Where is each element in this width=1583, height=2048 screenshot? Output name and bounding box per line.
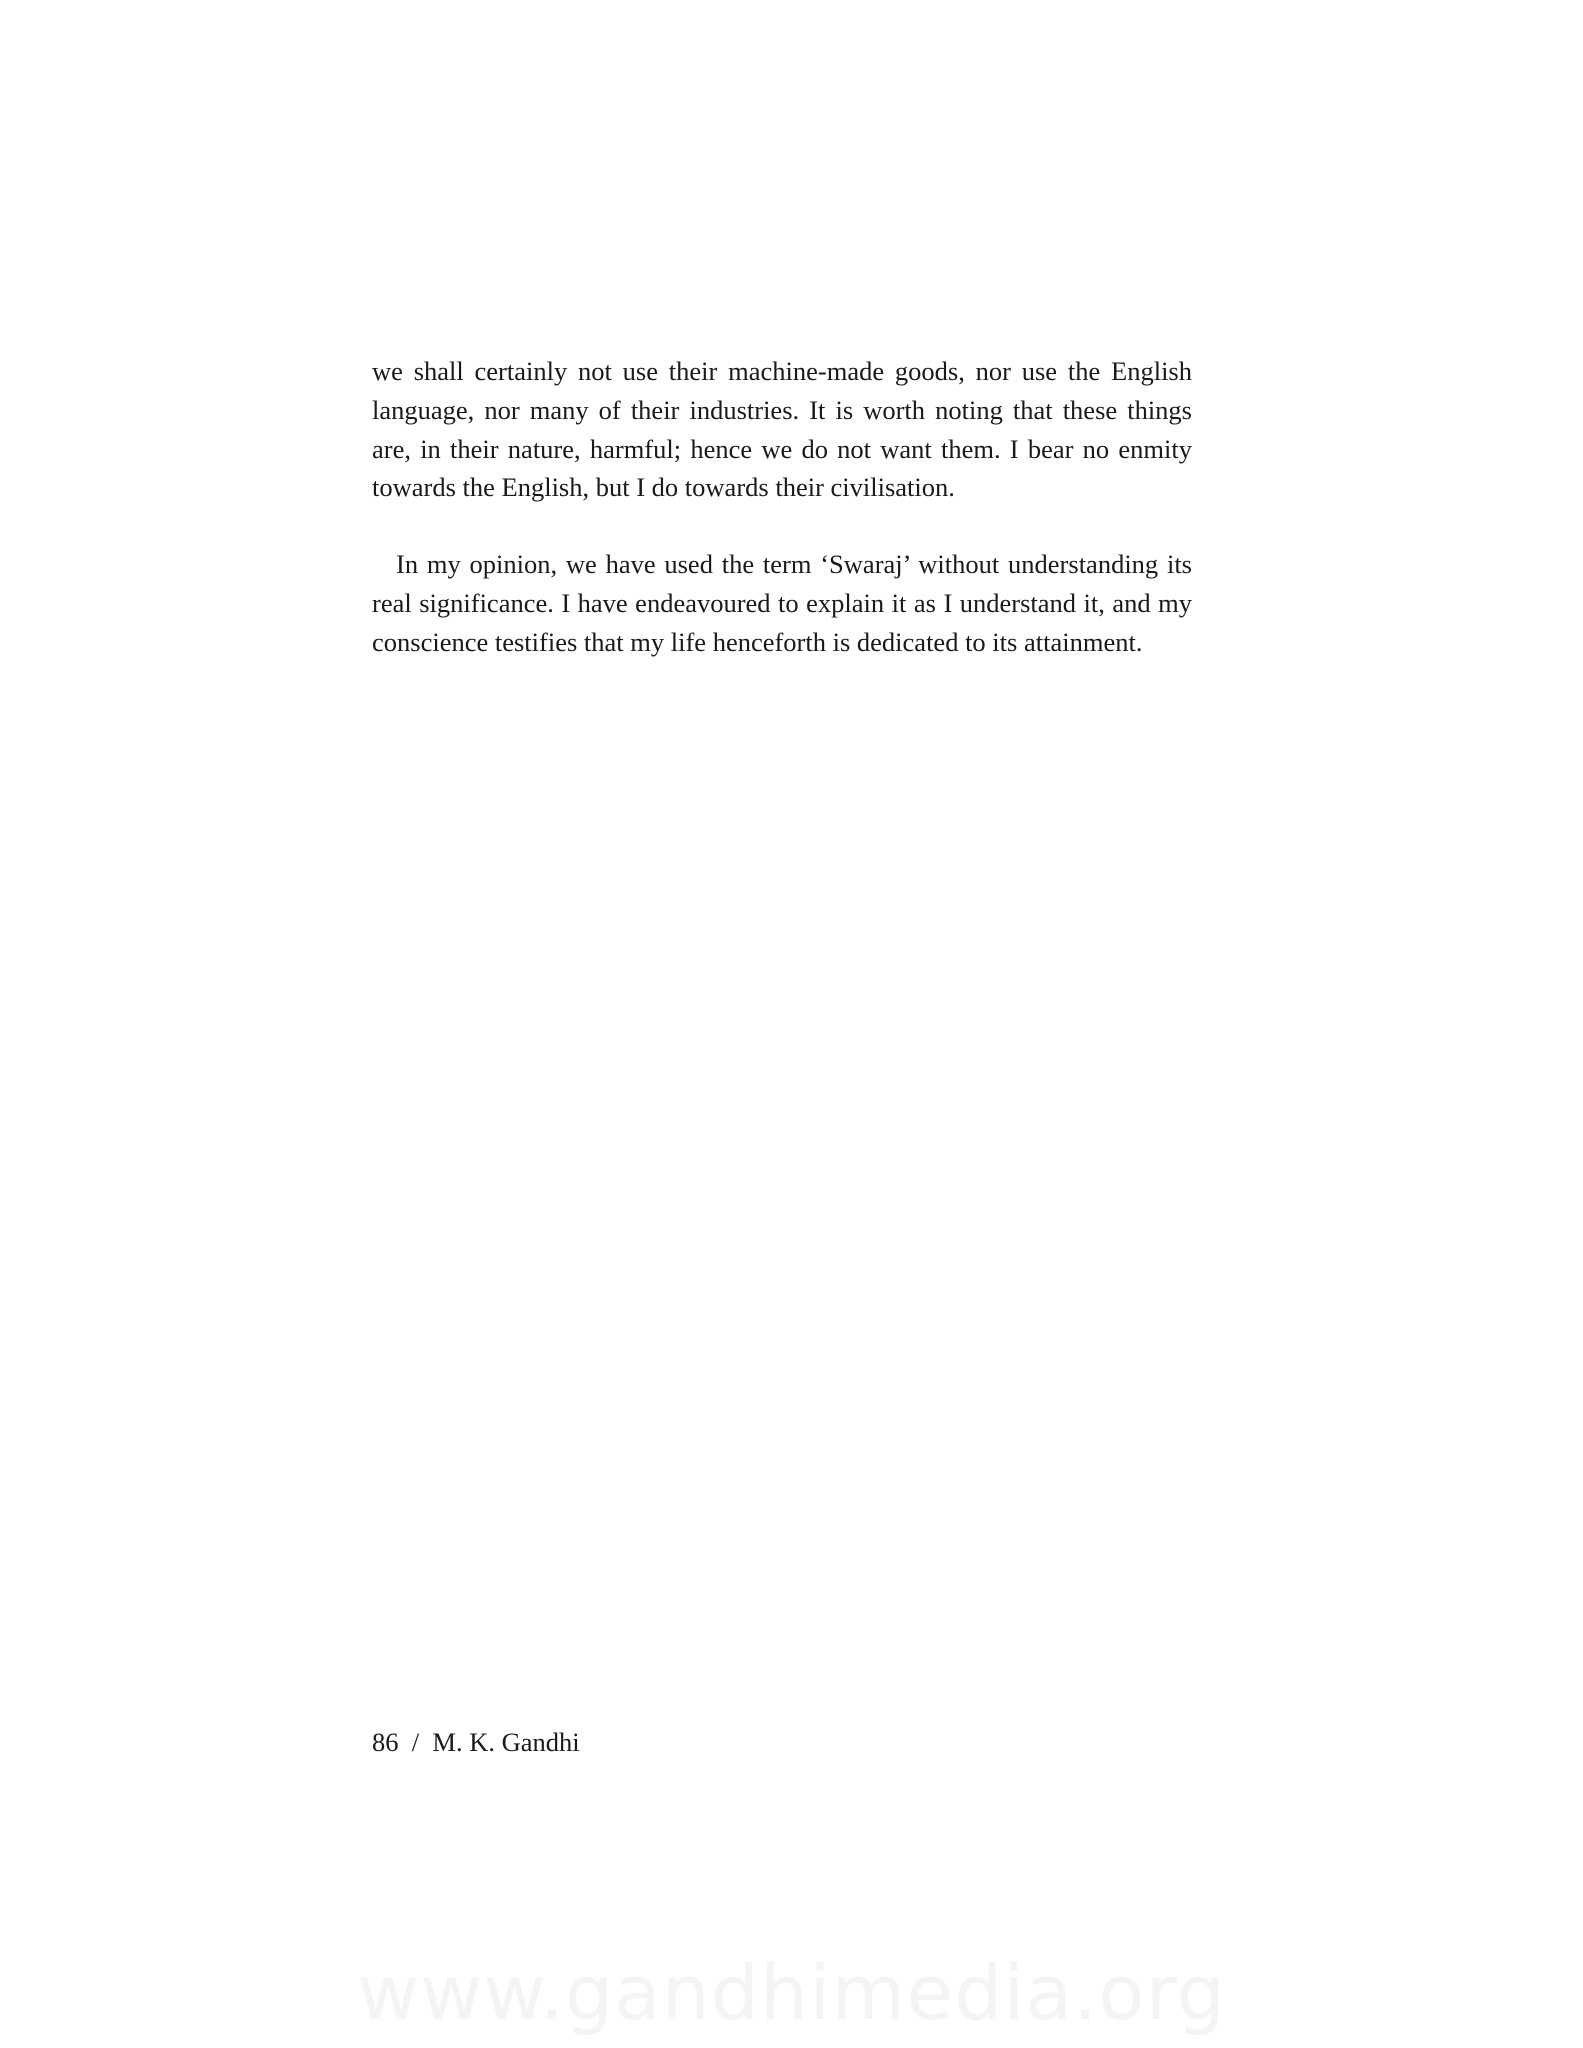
page-number: 86 bbox=[372, 1727, 399, 1757]
page-footer bbox=[372, 1724, 580, 1760]
author-name: M. K. Gandhi bbox=[432, 1727, 580, 1757]
paragraph-swaraj: In my opinion, we have used the term ‘Swaraj’ without understanding its real significance. I have endeavoured to explain it as I understand it, and my conscience testifies that my life henceforth is dedicated to its attainment. bbox=[372, 549, 1192, 657]
footer-separator: / bbox=[411, 1727, 420, 1757]
watermark: www.gandhimedia.org bbox=[357, 1948, 1226, 2037]
body-text bbox=[372, 352, 1192, 662]
paragraph-continued: we shall certainly not use their machine-made goods, nor use the English language, nor many of their industries. It is worth noting that these things are, in their nature, harmful; hence we do not want them. I bear no enmity towards the English, but I do towards their civilisation. bbox=[372, 356, 1192, 503]
